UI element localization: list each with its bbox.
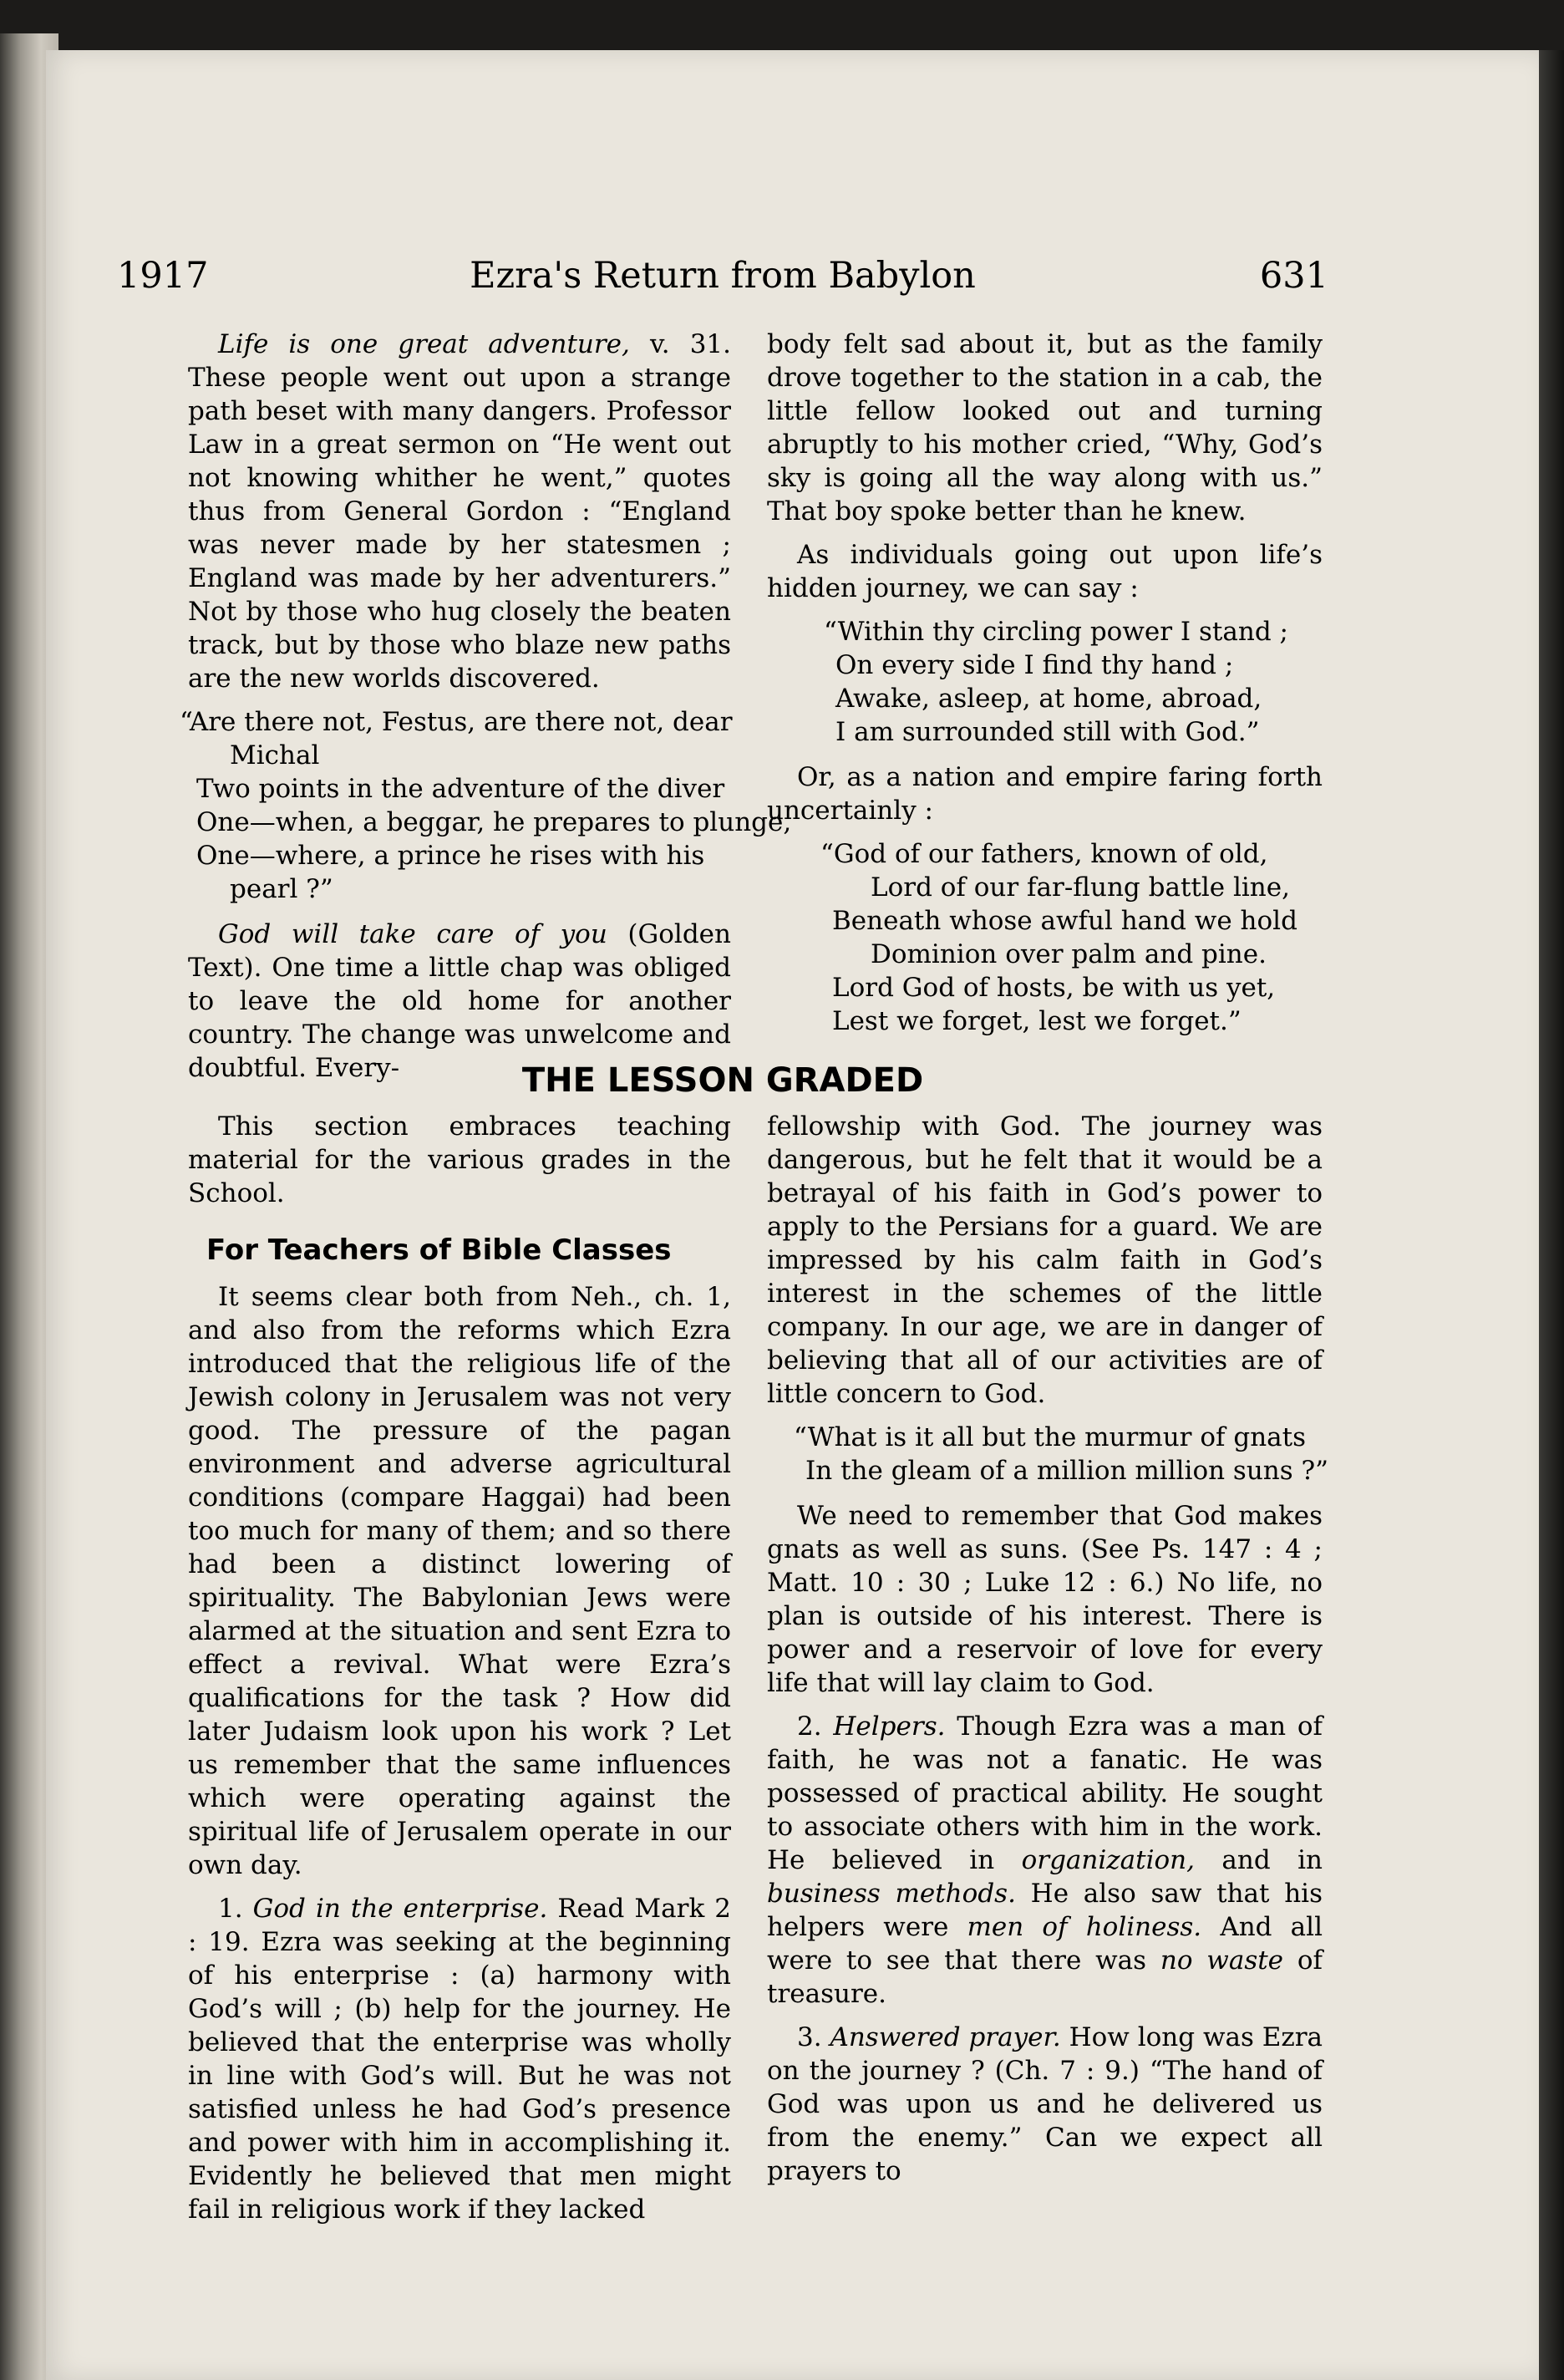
paragraph <box>767 1710 1323 2011</box>
top-right-column <box>767 328 1323 1050</box>
paragraph-text: and in <box>1194 1845 1323 1875</box>
italic-phrase: men of holiness. <box>967 1912 1202 1942</box>
italic-phrase: business methods. <box>767 1879 1016 1909</box>
paragraph: Or, as a nation and empire faring forth uncertainly : <box>767 762 1323 826</box>
italic-phrase: Helpers. <box>833 1711 946 1742</box>
italic-phrase: organization, <box>1021 1845 1195 1875</box>
paragraph: fellowship with God. The journey was dangerous, but he felt that it would be a betrayal of his faith in God’s power to apply to the Persians for a guard. We are impressed by his calm faith in God’s interest in the schemes of the little company. In our age, we are in danger of believing that all of our activities are of little concern to God. <box>767 1111 1323 1409</box>
verse-line: I am surrounded still with God.” <box>835 717 1260 747</box>
header-year: 1917 <box>117 255 209 297</box>
italic-phrase: Life is one great adventure, <box>218 329 630 359</box>
paragraph: body felt sad about it, but as the family drove together to the station in a cab, the little fellow looked out and turning abruptly to his mother cried, “Why, God’s sky is going all the way along with us.” That boy spoke better than he knew. <box>767 329 1323 526</box>
paragraph-text: of treasure. <box>767 1945 1323 2009</box>
section-heading: THE LESSON GRADED <box>521 1061 924 1100</box>
poem-line: “Are there not, Festus, are there not, dear <box>180 707 733 737</box>
poem-line: Michal <box>230 740 320 770</box>
italic-phrase: God will take care of you <box>218 919 607 949</box>
paragraph-text: Though Ezra was a man of faith, he was not a fanatic. He was possessed of practical ability. He sought to associate others with him in the work. He believed in <box>767 1711 1323 1875</box>
item-number: 2. <box>797 1711 834 1742</box>
bottom-left-column <box>188 1110 731 2236</box>
recessional-quote <box>767 837 1323 1038</box>
paragraph-text: v. 31. These people went out upon a strange path beset with many dangers. Professor Law in a great sermon on “He went out not knowing whither he went,” quotes thus from General Gordon : “England was never made by her statesmen ; England was made by her adventurers.” Not by those who hug closely the beaten track, but by those who blaze new paths are the new worlds discovered. <box>188 329 731 694</box>
item-number: 1. <box>218 1894 253 1924</box>
verse-line: “Within thy circling power I stand ; <box>824 617 1288 647</box>
verse-line: Awake, asleep, at home, abroad, <box>835 684 1262 714</box>
verse-line: Beneath whose awful hand we hold <box>832 906 1297 936</box>
paragraph <box>188 328 731 695</box>
verse-line: Dominion over palm and pine. <box>871 939 1267 969</box>
item-number: 3. <box>797 2022 830 2052</box>
paragraph: It seems clear both from Neh., ch. 1, and also from the reforms which Ezra introduced that the religious life of the Jewish colony in Jerusalem was not very good. The pressure of the pagan environment and adverse agricultural conditions (compare Haggai) had been too much for many of them; and so there had been a distinct lowering of spirituality. The Babylonian Jews were alarmed at the situation and sent Ezra to effect a revival. What were Ezra’s qualifications for the task ? How did later Judaism look upon his work ? Let us remember that the same influences which were operating against the spiritual life of Jerusalem operate in our own day. <box>188 1282 731 1880</box>
paragraph <box>188 1892 731 2226</box>
paragraph: We need to remember that God makes gnats as well as suns. (See Ps. 147 : 4 ; Matt. 10 : 30 ; Luke 12 : 6.) No life, no plan is outside of his interest. There is power and a reservoir of love for every life that will lay claim to God. <box>767 1501 1323 1698</box>
page-number: 631 <box>1259 255 1328 297</box>
paragraph-text: (Golden Text). One time a little chap was obliged to leave the old home for another country. The change was unwelcome and doubtful. Every- <box>188 919 731 1083</box>
verse-line: In the gleam of a million million suns ?” <box>805 1456 1328 1486</box>
verse-line: Lord of our far-flung battle line, <box>871 872 1290 903</box>
paragraph-text: Read Mark 2 : 19. Ezra was seeking at the beginning of his enterprise : (a) harmony with God’s will ; (b) help for the journey. He believed that the enterprise was wholly in line with God’s will. But he was not satisfied unless he had God’s presence and power with him in accomplishing it. Evidently he believed that men might fail in religious work if they lacked <box>188 1894 731 2225</box>
verse-line: Lord God of hosts, be with us yet, <box>832 973 1276 1003</box>
poem-line: pearl ?” <box>230 874 333 904</box>
paragraph: As individuals going out upon life’s hidden journey, we can say : <box>767 540 1323 603</box>
paragraph-text: And all were to see that there was <box>767 1912 1323 1976</box>
poem-quote <box>767 1421 1328 1488</box>
italic-phrase: no waste <box>1160 1945 1284 1976</box>
verse-line: On every side I find thy hand ; <box>835 650 1234 680</box>
paragraph <box>767 2021 1323 2188</box>
paragraph-text: How long was Ezra on the journey ? (Ch. 7 : 9.) “The hand of God was upon us and he delivered us from the enemy.” Can we expect all prayers to <box>767 2022 1323 2186</box>
intro-paragraph: This section embraces teaching material for the various grades in the School. <box>188 1111 731 1208</box>
poem-line: One—when, a beggar, he prepares to plunge, <box>196 807 792 837</box>
right-page-edge <box>1539 50 1564 2380</box>
italic-phrase: Answered prayer. <box>830 2022 1061 2052</box>
running-head <box>117 251 1328 301</box>
verse-line: Lest we forget, lest we forget.” <box>832 1006 1242 1036</box>
verse-line: “God of our fathers, known of old, <box>820 839 1268 869</box>
bottom-right-column <box>767 1110 1328 2198</box>
italic-phrase: God in the enterprise. <box>252 1894 548 1924</box>
poem-line: Two points in the adventure of the diver <box>196 774 725 804</box>
poem-quote <box>180 705 792 906</box>
paragraph-text: He also saw that his helpers were <box>767 1879 1323 1942</box>
header-title: Ezra's Return from Babylon <box>470 255 976 297</box>
verse-line: “What is it all but the murmur of gnats <box>794 1422 1307 1452</box>
hymn-quote <box>767 615 1323 749</box>
poem-line: One—where, a prince he rises with his <box>196 841 705 871</box>
subheading: For Teachers of Bible Classes <box>206 1233 672 1267</box>
